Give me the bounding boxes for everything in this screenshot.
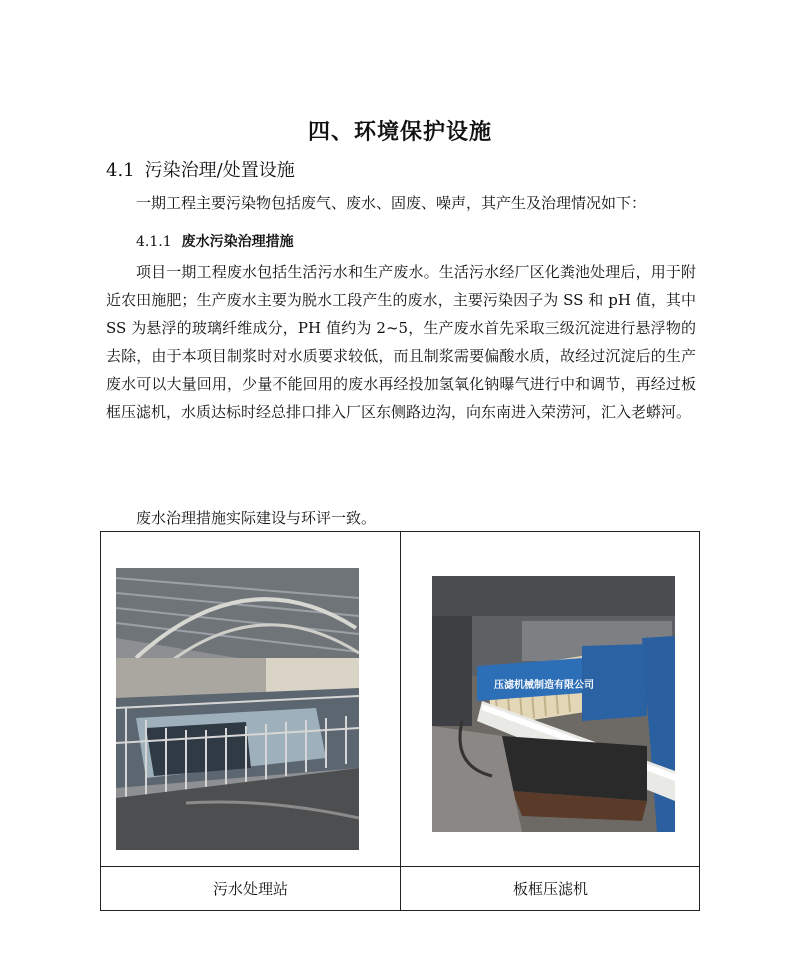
body-paragraph: 项目一期工程废水包括生活污水和生产废水。生活污水经厂区化粪池处理后，用于附近农田施肥；生产废水主要为脱水工段产生的废水，主要污染因子为 SS 和 pH 值，其中 SS 为悬浮的玻璃纤维成分，PH 值约为 2~5，生产废水首先采取三级沉淀进行悬浮物的去除，由于本项目制浆时对水质要求较低，而且制浆需要偏酸水质，故经过沉淀后的生产废水可以大量回用，少量不能回用的废水再经投加氢氧化钠曝气进行中和调节，再经过板框压滤机，水质达标时经总排口排入厂区东侧路边沟，向东南进入荣涝河，汇入老蟒河。: [106, 263, 696, 421]
section-heading: [106, 156, 295, 182]
subsection-title: 废水污染治理措施: [181, 234, 294, 250]
section-number: 4.1: [106, 160, 135, 181]
filter-press-sign-text: 压滤机械制造有限公司: [494, 680, 594, 691]
filter-press-photo: [432, 576, 675, 832]
intro-paragraph: 一期工程主要污染物包括废气、废水、固废、噪声，其产生及治理情况如下：: [136, 194, 647, 212]
photo-caption-wastewater-station: 污水处理站: [212, 880, 288, 898]
subsection-number: 4.1.1: [136, 234, 172, 250]
photo-table: [100, 531, 700, 911]
photo-caption-filter-press: 板框压滤机: [512, 880, 588, 898]
summary-paragraph: 废水治理措施实际建设与环评一致。: [136, 509, 377, 527]
section-title: 污染治理/处置设施: [144, 160, 295, 181]
table-divider-vertical: [400, 532, 401, 910]
wastewater-station-photo: [116, 568, 359, 850]
subsection-heading: [136, 231, 294, 251]
chapter-title: 四、环境保护设施: [307, 119, 492, 145]
